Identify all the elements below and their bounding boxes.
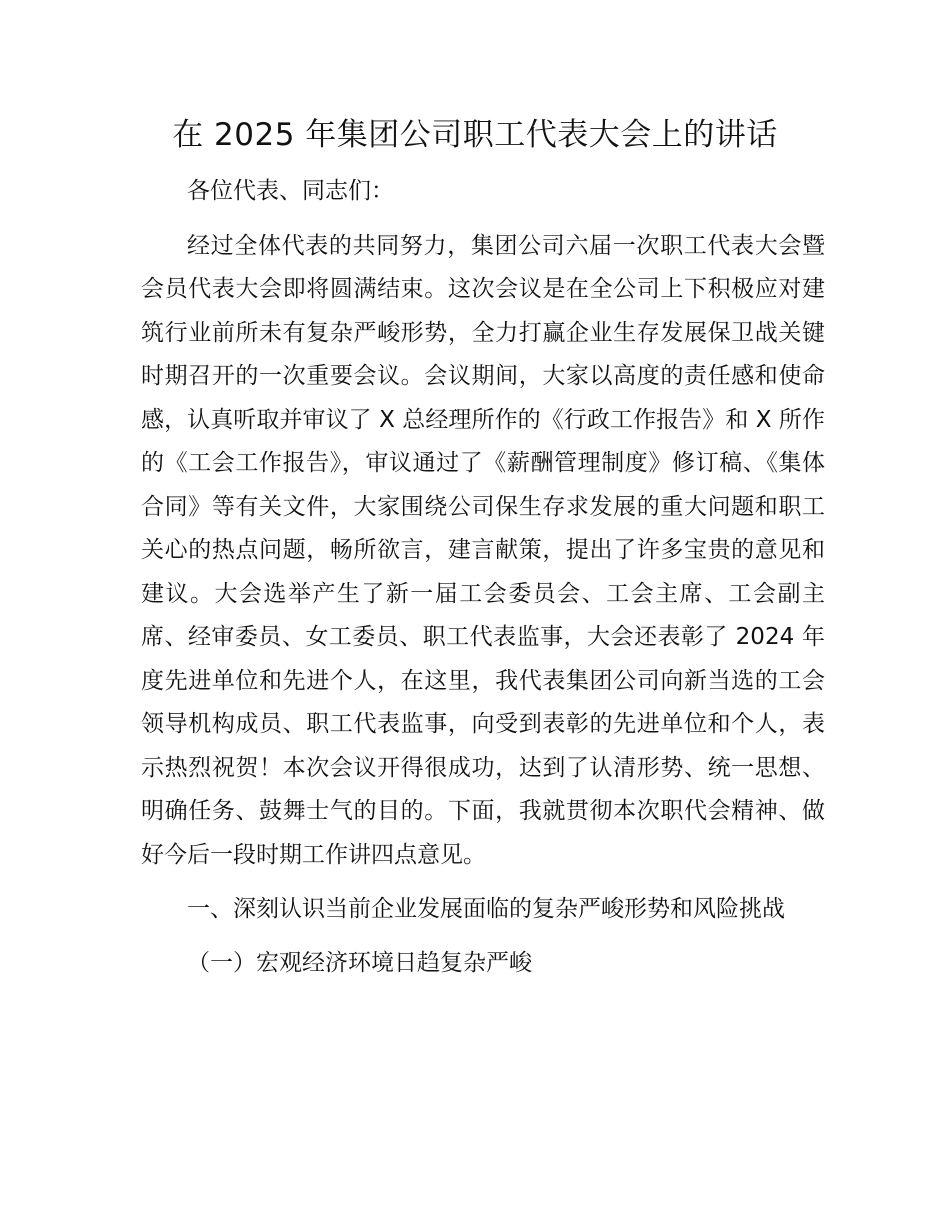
- document-body: [141, 170, 825, 985]
- salutation: 各位代表、同志们：: [187, 178, 394, 204]
- section-heading: 一、深刻认识当前企业发展面临的复杂严峻形势和风险挑战: [187, 896, 785, 922]
- body-paragraph: 经过全体代表的共同努力，集团公司六届一次职工代表大会暨会员代表大会即将圆满结束。这次会议是在全公司上下积极应对建筑行业前所未有复杂严峻形势，全力打赢企业生存发展保卫战关键时期召开的一次重要会议。会议期间，大家以高度的责任感和使命感，认真听取并审议了 X 总经理所作的《行政工作报告》和 X 所作的《工会工作报告》，审议通过了《薪酬管理制度》修订稿、《集体合同》等有关文件，大家围绕公司保生存求发展的重大问题和职工关心的热点问题，畅所欲言，建言献策，提出了许多宝贵的意见和建议。大会选举产生了新一届工会委员会、工会主席、工会副主席、经审委员、女工委员、职工代表监事，大会还表彰了 2024 年度先进单位和先进个人，在这里，我代表集团公司向新当选的工会领导机构成员、职工代表监事，向受到表彰的先进单位和个人，表示热烈祝贺！本次会议开得很成功，达到了认清形势、统一思想、明确任务、鼓舞士气的目的。下面，我就贯彻本次职代会精神、做好今后一段时期工作讲四点意见。: [141, 232, 825, 868]
- subsection-heading: （一）宏观经济环境日趋复杂严峻: [187, 949, 532, 976]
- document-title: 在 2025 年集团公司职工代表大会上的讲话: [172, 117, 778, 153]
